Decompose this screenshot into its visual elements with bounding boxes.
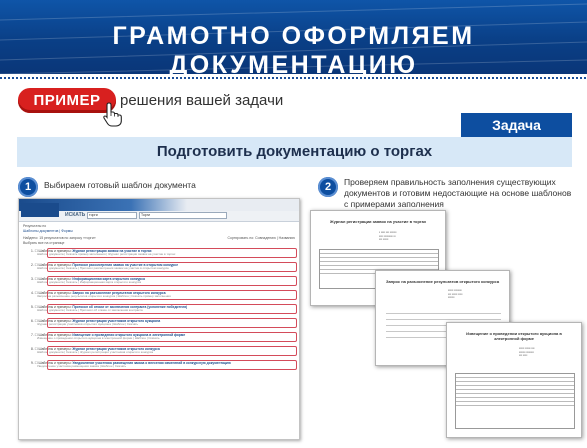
screenshot-toolbar [19, 211, 299, 222]
result-number: 4. [31, 291, 34, 295]
dotted-divider [0, 76, 587, 80]
result-highlight [47, 262, 297, 272]
search-results-screenshot [18, 198, 300, 440]
result-row[interactable] [23, 249, 295, 262]
document-text-block: ▪▪▪▪▪ ▪▪▪▪▪▪▪ ▪▪▪ ▪▪▪▪▪ ▪▪▪▪ ▪▪▪▪▪▪ [448, 288, 463, 300]
result-snippet: Шаблон документа | Скачать | Информационная карта открытого конкурса [37, 281, 142, 284]
step-2-text-line: документов и готовим недостающие на основе шаблонов [344, 188, 572, 198]
step-1-text: Выбираем готовый шаблон документа [44, 180, 196, 190]
task-text: Подготовить документацию о торгах [156, 143, 433, 160]
result-row[interactable] [23, 263, 295, 276]
product-logo [21, 203, 59, 217]
result-title-line: 3. ☐ Шаблоны и примеры: Информационная карта открытого конкурса [31, 277, 146, 281]
step-2-number: 2 [318, 177, 338, 197]
result-row[interactable] [23, 305, 295, 318]
result-highlight [47, 290, 297, 300]
result-snippet: Шаблон документа | Скачать | Протокол об отказе от заключения контракта [37, 309, 143, 312]
result-number: 9. [31, 361, 34, 365]
result-number: 8. [31, 347, 34, 351]
result-snippet: Шаблон документа | Скачать пример заполнения | Журнал регистрации заявок на участие в торгах [37, 253, 176, 256]
result-snippet: Журнал регистрации участников открытого аукциона | Шаблон | Скачать [37, 323, 139, 326]
result-highlight [47, 360, 297, 370]
document-title: Журнал регистрации заявок на участие в торгах [329, 219, 427, 224]
results-panel [19, 222, 299, 376]
result-prefix: Шаблоны и примеры: [38, 291, 72, 295]
result-snippet: Запрос на разъяснение результатов открытого конкурса | Шаблон | Скачать пример заполнения [37, 295, 171, 298]
banner-title: ГРАМОТНО ОФОРМЛЯЕМ ДОКУМЕНТАЦИЮ [112, 22, 475, 79]
sort-options[interactable]: Сортировать по: Совпадению | Названию [227, 236, 295, 240]
result-link[interactable]: Информационная карта открытого конкурса [72, 277, 146, 281]
result-title-line: 4. ☐ Шаблоны и примеры: Запрос на разъяснение результатов открытого конкурса [31, 291, 166, 295]
result-row[interactable] [23, 347, 295, 360]
result-highlight [47, 276, 297, 286]
step-2-text-line: Проверяем правильность заполнения существующих [344, 177, 556, 187]
result-row[interactable] [23, 319, 295, 332]
result-number: 6. [31, 319, 34, 323]
example-subtitle: решения вашей задачи [120, 92, 284, 109]
document-text-block: ▪▪▪▪▪ ▪▪▪▪▪ ▪▪▪ ▪▪▪▪▪▪ ▪▪▪▪▪▪▪ ▪▪▪ ▪▪▪▪ [519, 346, 535, 358]
result-prefix: Шаблоны и примеры: [38, 305, 72, 309]
result-row[interactable] [23, 291, 295, 304]
result-title-line: 8. ☐ Шаблоны и примеры: Журнал регистрации участников открытого конкурса [31, 347, 160, 351]
step-1-number: 1 [18, 177, 38, 197]
select-all-checkbox[interactable]: Выбрать все на странице [23, 241, 65, 245]
result-highlight [47, 304, 297, 314]
result-number: 1. [31, 249, 34, 253]
example-badge: ПРИМЕР [18, 88, 116, 113]
result-prefix: Шаблоны и примеры: [38, 277, 72, 281]
filter-input[interactable]: Торги [139, 212, 227, 219]
result-row[interactable] [23, 333, 295, 346]
header-banner [0, 0, 587, 79]
result-title-line: 9. ☐ Шаблоны и примеры: Уведомление участника размещения заказа о внесении изменений в конкурсную документацию [31, 361, 231, 365]
result-snippet: Извещение о проведении открытого аукциона в электронной форме | Шаблон | Скачать [37, 337, 160, 340]
result-link[interactable]: Извещение о проведении открытого аукциона в электронной форме [72, 333, 186, 337]
result-title-line: 5. ☐ Шаблоны и примеры: Протокол об отказе от заключения контракта (уклонение победителя) [31, 305, 188, 309]
document-preview-3[interactable] [446, 322, 582, 438]
result-number: 5. [31, 305, 34, 309]
result-link[interactable]: Уведомление участника размещения заказа о внесении изменений в конкурсную документацию [72, 361, 231, 365]
task-tab: Задача [461, 113, 572, 137]
result-highlight [47, 332, 297, 342]
result-link[interactable]: Протокол об отказе от заключения контракта (уклонение победителя) [72, 305, 188, 309]
results-header: Результаты по [23, 224, 47, 228]
result-snippet: Шаблон документа | Скачать | Журнал регистрации участников открытого конкурса [37, 351, 154, 354]
result-row[interactable] [23, 277, 295, 290]
document-text-block: ▪ ▪▪▪▪ ▪▪▪ ▪▪▪▪▪▪ ▪▪▪▪ ▪▪▪▪▪▪▪▪ ▪▪ ▪▪▪ ▪▪▪▪▪ [379, 230, 397, 242]
result-title-line: 6. ☐ Шаблоны и примеры: Журнал регистрации участников открытого аукциона [31, 319, 161, 323]
result-prefix: Шаблоны и примеры: [38, 319, 72, 323]
result-title-line: 1. ☐ Шаблоны и примеры: Журнал регистрации заявок на участие в торгах [31, 249, 152, 253]
step-2-text [344, 177, 584, 210]
result-title-line: 7. ☐ Шаблоны и примеры: Извещение о проведении открытого аукциона в электронной форме [31, 333, 186, 337]
result-number: 2. [31, 263, 34, 267]
result-highlight [47, 318, 297, 328]
results-tabs[interactable]: Шаблоны документов | Формы [23, 229, 73, 233]
result-title-line: 2. ☐ Шаблоны и примеры: Протокол рассмотрения заявок на участие в открытом конкурсе [31, 263, 179, 267]
result-number: 3. [31, 277, 34, 281]
result-link[interactable]: Журнал регистрации заявок на участие в торгах [72, 249, 152, 253]
step-2-text-line: с примерами заполнения [344, 199, 444, 209]
document-title: Извещение о проведении открытого аукциона в электронной форме [466, 331, 562, 341]
result-prefix: Шаблоны и примеры: [38, 333, 72, 337]
result-link[interactable]: Протокол рассмотрения заявок на участие в открытом конкурсе [72, 263, 179, 267]
document-table [455, 373, 575, 429]
result-highlight [47, 346, 297, 356]
result-prefix: Шаблоны и примеры: [38, 361, 72, 365]
result-highlight [47, 248, 297, 258]
search-label: ИСКАТЬ [65, 212, 86, 218]
result-link[interactable]: Запрос на разъяснение результатов открытого конкурса [72, 291, 166, 295]
results-count: Найдено: 15 результатов по запросу «торги» [23, 236, 96, 240]
result-link[interactable]: Журнал регистрации участников открытого аукциона [72, 319, 161, 323]
document-title: Запрос на разъяснение результатов открытого конкурса [385, 279, 500, 284]
result-snippet: Шаблон документа | Скачать | Протокол рассмотрения заявок на участие в открытом конкурсе [37, 267, 169, 270]
result-prefix: Шаблоны и примеры: [38, 263, 72, 267]
results-list [23, 249, 295, 374]
screenshot-title-bar [19, 199, 299, 211]
result-row[interactable] [23, 361, 295, 374]
result-prefix: Шаблоны и примеры: [38, 347, 72, 351]
search-input[interactable]: торги [87, 212, 137, 219]
result-number: 7. [31, 333, 34, 337]
result-link[interactable]: Журнал регистрации участников открытого конкурса [72, 347, 160, 351]
result-snippet: Уведомление участника размещения заказа | Шаблон | Скачать [37, 365, 127, 368]
result-prefix: Шаблоны и примеры: [38, 249, 72, 253]
